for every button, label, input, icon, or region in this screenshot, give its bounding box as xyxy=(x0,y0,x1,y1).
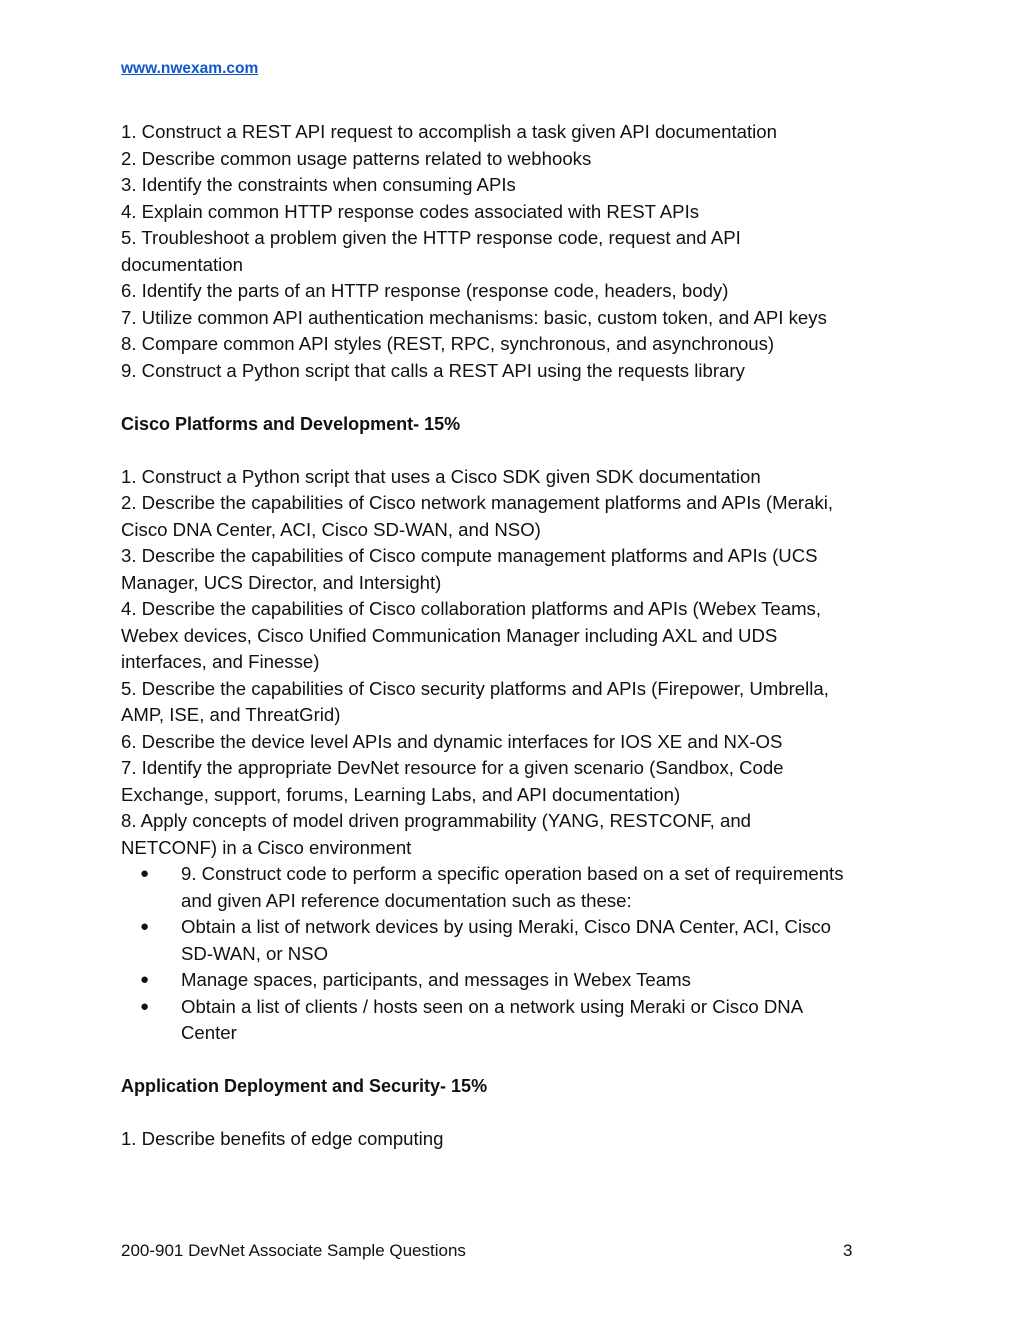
footer-document-title: 200-901 DevNet Associate Sample Questions xyxy=(121,1241,466,1260)
list-item: 6. Describe the device level APIs and dynamic interfaces for IOS XE and NX-OS xyxy=(121,730,783,752)
list-item-continuation: Exchange, support, forums, Learning Labs, and API documentation) xyxy=(121,783,681,805)
bullet-item xyxy=(121,967,911,994)
section1-list xyxy=(121,119,911,384)
list-item: 9. Construct a Python script that calls a REST API using the requests library xyxy=(121,359,745,381)
footer-page-number: 3 xyxy=(843,1241,853,1260)
bullet-item-text: Obtain a list of network devices by using Meraki, Cisco DNA Center, ACI, Cisco xyxy=(181,916,832,937)
document-body xyxy=(121,119,911,1153)
list-item: 1. Construct a REST API request to accomplish a task given API documentation xyxy=(121,121,777,142)
bullet-item xyxy=(121,994,911,1047)
list-item: 7. Identify the appropriate DevNet resource for a given scenario (Sandbox, Code xyxy=(121,757,784,778)
section2-list xyxy=(121,464,911,862)
list-item: 1. Construct a Python script that uses a Cisco SDK given SDK documentation xyxy=(121,465,761,487)
list-item: 6. Identify the parts of an HTTP response (response code, headers, body) xyxy=(121,280,729,301)
bullet-item xyxy=(121,861,911,914)
section3-list xyxy=(121,1126,911,1153)
bullet-item-continuation: Center xyxy=(181,1022,237,1043)
list-item: 5. Troubleshoot a problem given the HTTP response code, request and API xyxy=(121,227,741,248)
bullet-dot-icon: ● xyxy=(140,918,150,935)
list-item: 1. Describe benefits of edge computing xyxy=(121,1128,444,1149)
list-item-continuation: AMP, ISE, and ThreatGrid) xyxy=(121,704,341,725)
bullet-item-text: Manage spaces, participants, and messages in Webex Teams xyxy=(181,969,691,990)
section-heading-cisco-platforms: Cisco Platforms and Development- 15% xyxy=(121,413,461,434)
list-item: 3. Describe the capabilities of Cisco compute management platforms and APIs (UCS xyxy=(121,545,818,566)
bullet-item-continuation: and given API reference documentation such as these: xyxy=(181,889,632,911)
list-item: 4. Explain common HTTP response codes associated with REST APIs xyxy=(121,200,700,222)
site-link[interactable]: www.nwexam.com xyxy=(121,60,259,77)
bullet-item xyxy=(121,914,911,967)
list-item-continuation: Cisco DNA Center, ACI, Cisco SD-WAN, and NSO) xyxy=(121,518,541,540)
list-item-continuation: NETCONF) in a Cisco environment xyxy=(121,836,412,858)
bullet-item-text: Obtain a list of clients / hosts seen on a network using Meraki or Cisco DNA xyxy=(181,995,804,1017)
list-item-continuation: documentation xyxy=(121,253,243,275)
bullet-item-text: 9. Construct code to perform a specific operation based on a set of requirements xyxy=(181,863,844,884)
bullet-dot-icon: ● xyxy=(140,997,150,1015)
list-item: 2. Describe the capabilities of Cisco network management platforms and APIs (Meraki, xyxy=(121,492,834,513)
list-item-continuation: interfaces, and Finesse) xyxy=(121,651,320,672)
list-item: 2. Describe common usage patterns related to webhooks xyxy=(121,147,592,169)
list-item: 5. Describe the capabilities of Cisco security platforms and APIs (Firepower, Umbrella, xyxy=(121,677,829,699)
list-item: 7. Utilize common API authentication mechanisms: basic, custom token, and API keys xyxy=(121,306,827,328)
section2-bullet-list xyxy=(121,861,911,1047)
section-heading-application-deployment: Application Deployment and Security- 15% xyxy=(121,1076,488,1096)
list-item-continuation: Manager, UCS Director, and Intersight) xyxy=(121,571,442,593)
list-item: 8. Apply concepts of model driven programmability (YANG, RESTCONF, and xyxy=(121,810,752,831)
bullet-item-continuation: SD-WAN, or NSO xyxy=(181,942,329,964)
list-item: 4. Describe the capabilities of Cisco collaboration platforms and APIs (Webex Teams, xyxy=(121,598,822,619)
list-item: 3. Identify the constraints when consuming APIs xyxy=(121,174,516,195)
bullet-dot-icon: ● xyxy=(140,865,150,882)
list-item: 8. Compare common API styles (REST, RPC, synchronous, and asynchronous) xyxy=(121,333,775,354)
list-item-continuation: Webex devices, Cisco Unified Communication Manager including AXL and UDS xyxy=(121,624,778,646)
bullet-dot-icon: ● xyxy=(140,971,150,988)
